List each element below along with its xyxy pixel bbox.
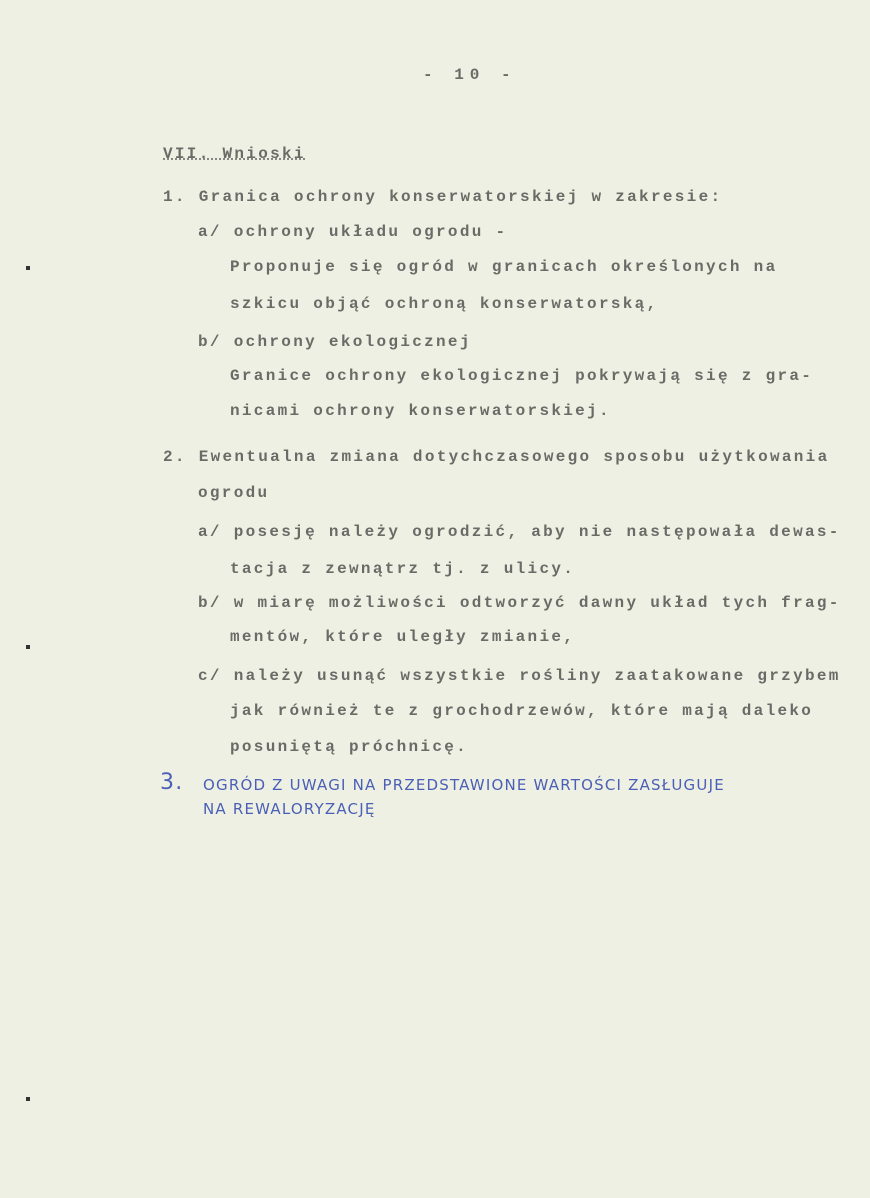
item-1: 1. Granica ochrony konserwatorskiej w zakresie: <box>163 188 723 206</box>
handwritten-line: OGRÓD Z UWAGI NA PRZEDSTAWIONE WARTOŚCI ZASŁUGUJE <box>203 776 725 794</box>
item-1b: b/ ochrony ekologicznej <box>198 333 472 351</box>
item-1a-text: szkicu objąć ochroną konserwatorską, <box>230 295 659 313</box>
item-2c-text: posuniętą próchnicę. <box>230 738 469 756</box>
item-2b: b/ w miarę możliwości odtworzyć dawny układ tych frag- <box>198 594 841 612</box>
item-1b-text: nicami ochrony konserwatorskiej. <box>230 402 611 420</box>
handwritten-number: 3. <box>160 770 184 795</box>
binding-hole-mark <box>26 1097 30 1101</box>
binding-hole-mark <box>26 266 30 270</box>
item-2c-text: jak również te z grochodrzewów, które mają daleko <box>230 702 814 720</box>
item-2c: c/ należy usunąć wszystkie rośliny zaatakowane grzybem <box>198 667 841 685</box>
item-2a: a/ posesję należy ogrodzić, aby nie następowała dewas- <box>198 523 841 541</box>
binding-hole-mark <box>26 645 30 649</box>
item-2a-text: tacja z zewnątrz tj. z ulicy. <box>230 560 576 578</box>
item-1a-text: Proponuje się ogród w granicach określonych na <box>230 258 778 276</box>
item-1a: a/ ochrony układu ogrodu - <box>198 223 508 241</box>
item-2: 2. Ewentualna zmiana dotychczasowego sposobu użytkowania <box>163 448 830 466</box>
item-1b-text: Granice ochrony ekologicznej pokrywają się z gra- <box>230 367 814 385</box>
item-2b-text: mentów, które uległy zmianie, <box>230 628 576 646</box>
page-number: - 10 - <box>423 66 517 84</box>
section-heading: VII. Wnioski <box>163 145 306 163</box>
item-2-text: ogrodu <box>198 484 270 502</box>
handwritten-line: NA REWALORYZACJĘ <box>203 800 376 818</box>
